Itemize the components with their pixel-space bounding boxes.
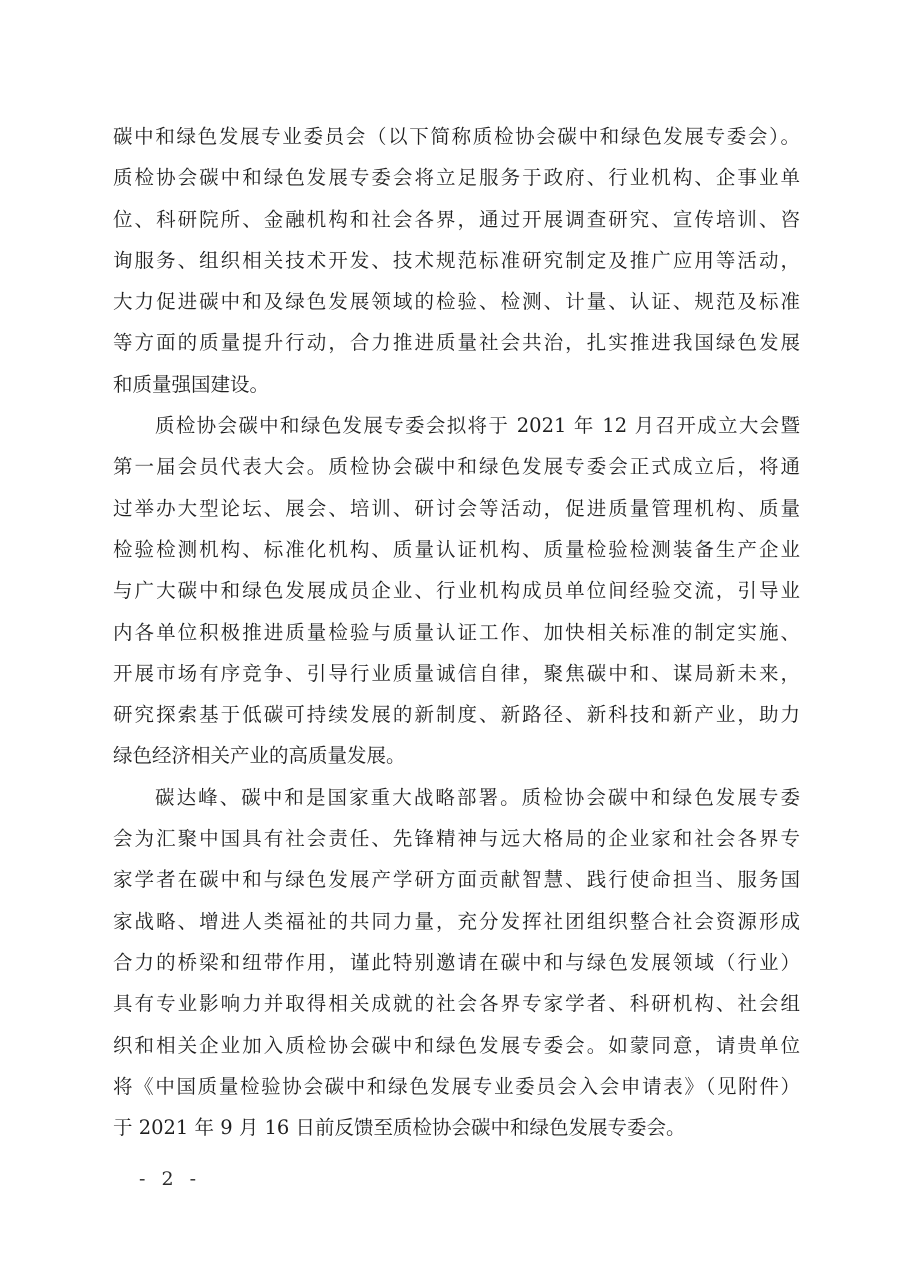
body-line: 家学者在碳中和与绿色发展产学研方面贡献智慧、践行使命担当、服务国 [113, 868, 800, 892]
body-line: 研究探索基于低碳可持续发展的新制度、新路径、新科技和新产业，助力 [113, 703, 800, 727]
body-line: 织和相关企业加入质检协会碳中和绿色发展专委会。如蒙同意，请贵单位 [113, 1033, 800, 1057]
page-number: - 2 - [139, 1168, 202, 1190]
body-line: 合力的桥梁和纽带作用，谨此特别邀请在碳中和与绿色发展领域（行业） [113, 950, 800, 974]
letter-body [113, 116, 800, 1148]
body-line: 与广大碳中和绿色发展成员企业、行业机构成员单位间经验交流，引导业 [113, 579, 800, 603]
body-line: 位、科研院所、金融机构和社会各界，通过开展调查研究、宣传培训、咨 [113, 207, 800, 231]
body-line: 将《中国质量检验协会碳中和绿色发展专业委员会入会申请表》（见附件） [113, 1074, 800, 1098]
body-line: 会为汇聚中国具有社会责任、先锋精神与远大格局的企业家和社会各界专 [113, 827, 800, 851]
body-line: 家战略、增进人类福祉的共同力量，充分发挥社团组织整合社会资源形成 [113, 909, 800, 933]
body-line: 检验检测机构、标准化机构、质量认证机构、质量检验检测装备生产企业 [113, 537, 800, 561]
body-line: 等方面的质量提升行动，合力推进质量社会共治，扎实推进我国绿色发展 [113, 331, 800, 355]
body-line: 过举办大型论坛、展会、培训、研讨会等活动，促进质量管理机构、质量 [113, 496, 800, 520]
body-line: 碳达峰、碳中和是国家重大战略部署。质检协会碳中和绿色发展专委 [155, 785, 800, 809]
body-line: 碳中和绿色发展专业委员会（以下简称质检协会碳中和绿色发展专委会）。 [113, 125, 800, 148]
body-line: 质检协会碳中和绿色发展专委会将立足服务于政府、行业机构、企事业单 [113, 166, 800, 190]
body-line: 质检协会碳中和绿色发展专委会拟将于 2021 年 12 月召开成立大会暨 [155, 414, 800, 438]
body-line: 具有专业影响力并取得相关成就的社会各界专家学者、科研机构、社会组 [113, 992, 800, 1016]
body-line: 大力促进碳中和及绿色发展领域的检验、检测、计量、认证、规范及标准 [113, 290, 800, 314]
body-line: 绿色经济相关产业的高质量发展。 [113, 744, 406, 768]
body-line: 第一届会员代表大会。质检协会碳中和绿色发展专委会正式成立后，将通 [113, 455, 800, 479]
body-line: 询服务、组织相关技术开发、技术规范标准研究制定及推广应用等活动， [113, 248, 800, 272]
body-line: 于 2021 年 9 月 16 日前反馈至质检协会碳中和绿色发展专委会。 [113, 1116, 686, 1140]
body-line: 开展市场有序竞争、引导行业质量诚信自律，聚焦碳中和、谋局新未来， [113, 661, 800, 685]
body-line: 内各单位积极推进质量检验与质量认证工作、加快相关标准的制定实施、 [113, 620, 800, 644]
body-line: 和质量强国建设。 [113, 372, 270, 396]
